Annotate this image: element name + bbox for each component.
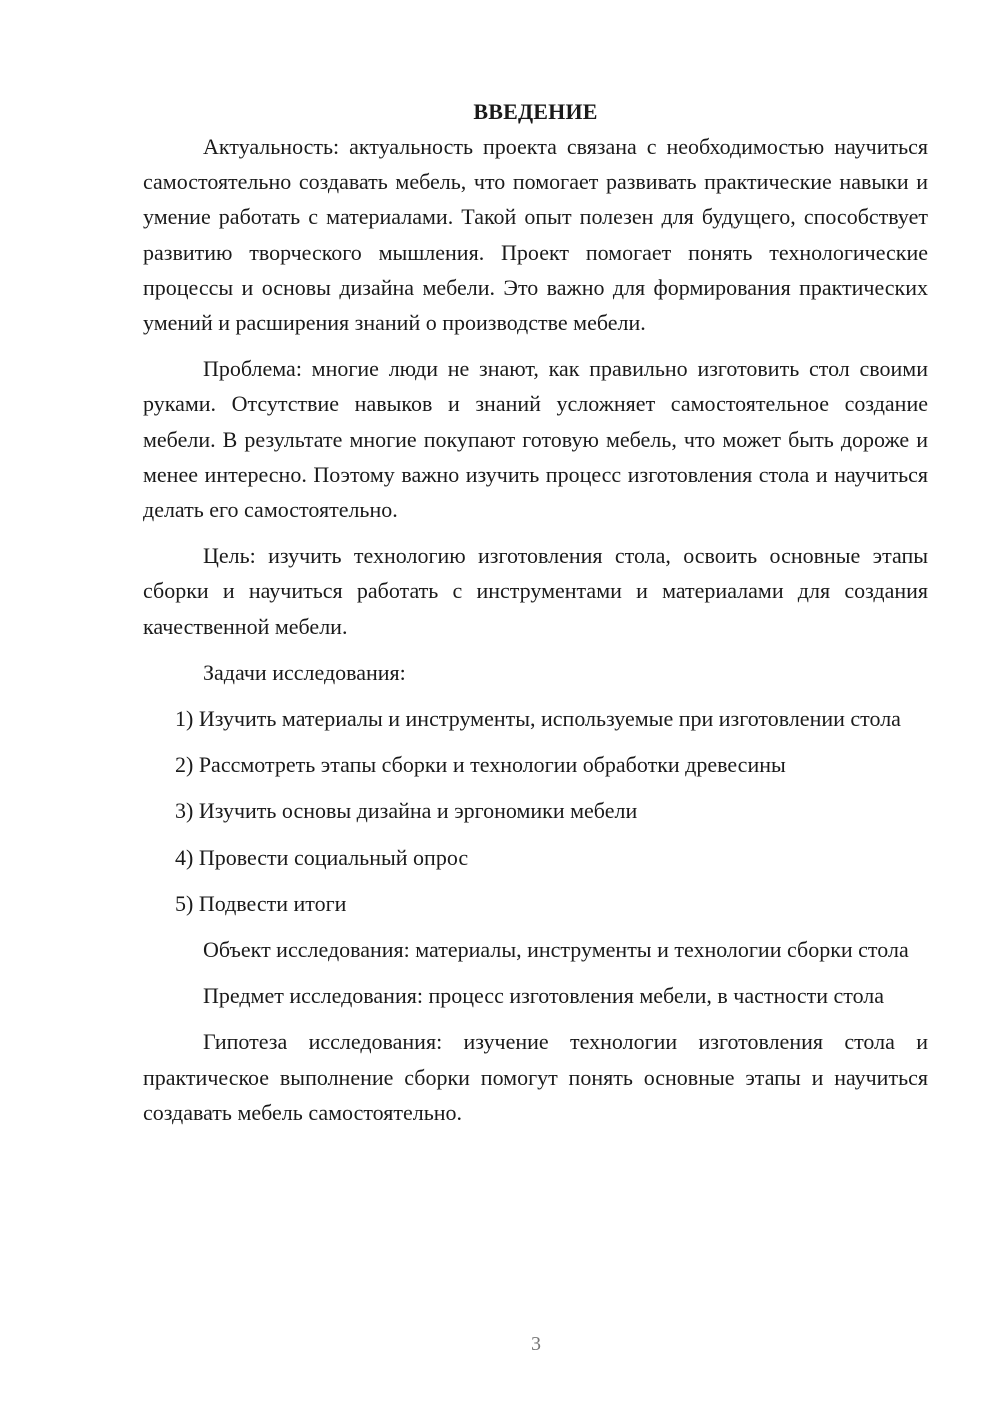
- task-item: 3) Изучить основы дизайна и эргономики мебели: [175, 798, 638, 824]
- goal-paragraph: Цель: изучить технологию изготовления стола, освоить основные этапы сборки и научиться работать с инструментами и материалами для создания качественной мебели.: [143, 543, 928, 639]
- task-item: 2) Рассмотреть этапы сборки и технологии обработки древесины: [175, 752, 786, 778]
- relevance-paragraph: Актуальность: актуальность проекта связана с необходимостью научиться самостоятельно создавать мебель, что помогает развивать практические навыки и умение работать с материалами. Такой опыт полезен для будущего, способствует развитию творческого мышления. Проект помогает понять технологические процессы и основы дизайна мебели. Это важно для формирования практических умений и расширения знаний о производстве мебели.: [143, 134, 928, 336]
- task-item: 1) Изучить материалы и инструменты, используемые при изготовлении стола: [175, 706, 901, 732]
- object-paragraph: Объект исследования: материалы, инструменты и технологии сборки стола: [203, 937, 909, 963]
- task-item: 5) Подвести итоги: [175, 890, 347, 916]
- problem-paragraph: Проблема: многие люди не знают, как правильно изготовить стол своими руками. Отсутствие навыков и знаний усложняет самостоятельное создание мебели. В результате многие покупают готовую мебель, что может быть дороже и менее интересно. Поэтому важно изучить процесс изготовления стола и научиться делать его самостоятельно.: [143, 356, 928, 523]
- page-number: 3: [531, 1333, 541, 1355]
- hypothesis-paragraph: Гипотеза исследования: изучение технологии изготовления стола и практическое выполнение сборки помогут понять основные этапы и научиться создавать мебель самостоятельно.: [143, 1029, 928, 1125]
- document-page: [143, 90, 928, 1130]
- subject-paragraph: Предмет исследования: процесс изготовления мебели, в частности стола: [203, 983, 885, 1009]
- task-item: 4) Провести социальный опрос: [175, 844, 469, 870]
- page-title: ВВЕДЕНИЕ: [473, 99, 598, 124]
- tasks-heading: Задачи исследования:: [203, 659, 406, 685]
